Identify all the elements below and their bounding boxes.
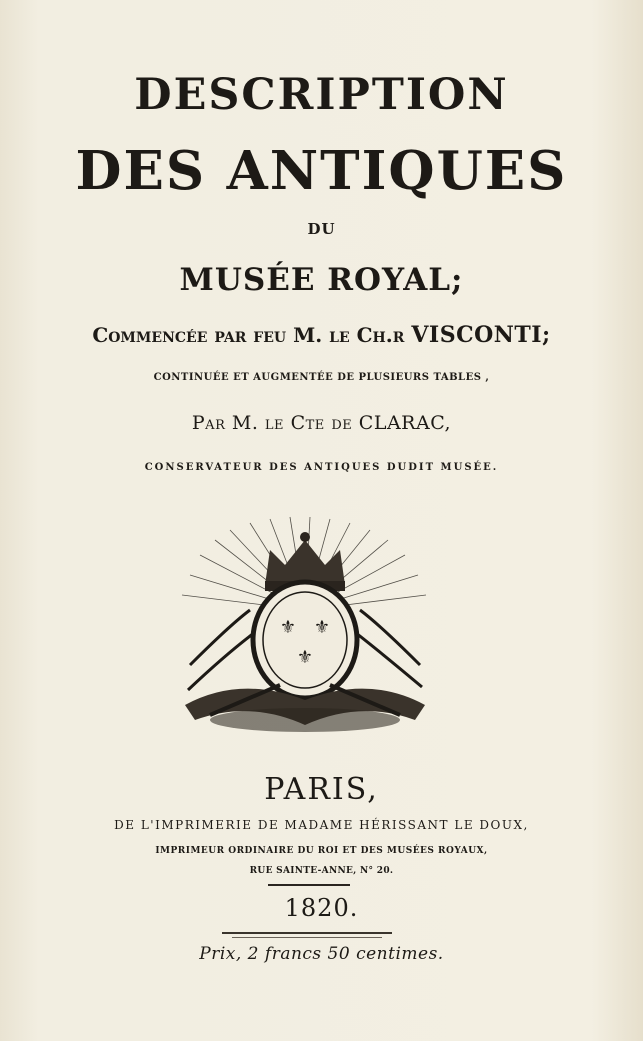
credit-clarac — [0, 412, 643, 434]
credit-visconti-name: VISCONTI; — [411, 322, 551, 348]
imprint-printer-title: IMPRIMEUR ORDINAIRE DU ROI ET DES MUSÉES ROYAUX, — [155, 846, 488, 856]
royal-coat-of-arms-icon — [170, 515, 440, 740]
imprint-price: Prix, 2 francs 50 centimes. — [199, 944, 444, 964]
svg-text:⚜: ⚜ — [279, 617, 297, 638]
credit-visconti — [0, 322, 643, 348]
divider-rule — [268, 884, 350, 886]
title-line-musee-royal: MUSÉE ROYAL; — [179, 262, 464, 298]
credit-continuation: CONTINUÉE ET AUGMENTÉE DE PLUSIEURS TABLES , — [153, 372, 490, 383]
imprint-address: RUE SAINTE-ANNE, N° 20. — [249, 866, 394, 876]
credit-conservator: CONSERVATEUR DES ANTIQUES DUDIT MUSÉE. — [144, 462, 499, 473]
credit-clarac-prefix: Par M. le Cte de — [191, 412, 353, 434]
svg-text:⚜: ⚜ — [296, 647, 314, 668]
svg-text:⚜: ⚜ — [313, 617, 331, 638]
double-rule-top — [222, 932, 392, 934]
credit-clarac-name: CLARAC, — [358, 412, 452, 434]
credit-visconti-prefix: Commencée par feu M. le Ch.r — [92, 323, 405, 347]
title-line-description: DESCRIPTION — [134, 70, 509, 120]
imprint-printer: DE L'IMPRIMERIE DE MADAME HÉRISSANT LE DOUX, — [114, 818, 529, 832]
imprint-year: 1820. — [284, 894, 359, 922]
title-line-du: DU — [307, 220, 336, 238]
double-rule-bottom — [232, 937, 382, 938]
title-line-antiques: DES ANTIQUES — [75, 140, 568, 202]
imprint-city: PARIS, — [264, 772, 379, 807]
